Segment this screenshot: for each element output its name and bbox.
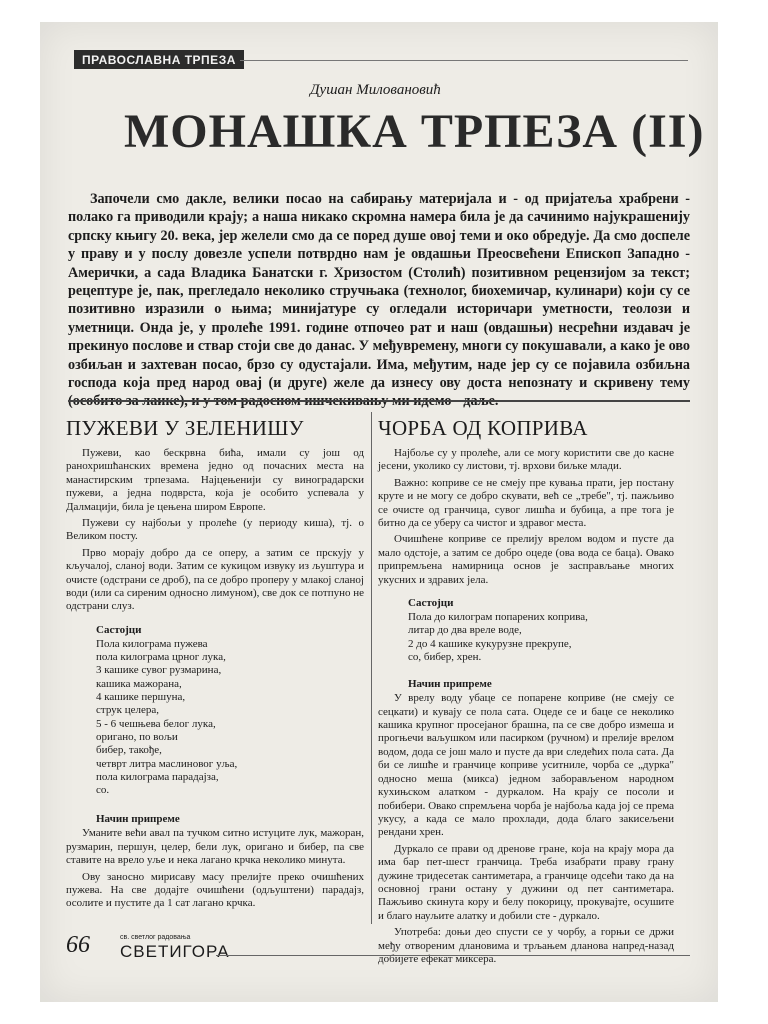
recipe-paragraph: Важно: коприве се не смеју пре кувања прати, јер постану круте и не могу се добро скувати, већ се „требе", тј. пажљиво се очисте од гранчица, сувог лишћа и бубица, а пре тога је битно да се уберу са чистог и здравог места. (378, 476, 674, 530)
recipe-snails (66, 416, 364, 914)
ingredient-item: со, бибер, хрен. (408, 650, 482, 663)
method-paragraph: Ову заносно мирисаву масу прелијте преко очишћених пужева. На све додајте очишћени (одљуштени) парадајз, осолите и пустите да 1 сат лагано крчка. (66, 870, 364, 910)
recipe-nettle-soup (378, 416, 674, 969)
recipe-title: ЧОРБА ОД КОПРИВА (378, 416, 588, 440)
ingredient-item: бибер, такође, (96, 744, 162, 757)
ingredient-item: Пола килограма пужева (96, 637, 208, 650)
method-heading: Начин припреме (408, 678, 492, 691)
article-title: МОНАШКА ТРПЕЗА (II) (124, 105, 705, 158)
ingredients-list (408, 611, 674, 664)
recipe-paragraph: Пужеви су најбољи у пролеће (у периоду киша), тј. о Великом посту. (66, 517, 364, 543)
method-paragraph: Употреба: доњи део спусти се у чорбу, а горњи се држи међу отвореним длановима и трљањем дланова напред-назад добијете ефекат миксера. (378, 926, 674, 965)
recipe-title: ПУЖЕВИ У ЗЕЛЕНИШУ (66, 416, 304, 440)
rubric-divider (240, 60, 688, 61)
method-heading: Начин припреме (96, 813, 180, 826)
column-divider (371, 412, 372, 924)
ingredient-item: 5 - 6 чешњева белог лука, (96, 717, 216, 730)
page-number: 66 (66, 932, 90, 958)
ingredients-list (96, 638, 364, 798)
ingredients-heading: Састојци (408, 597, 454, 610)
recipe-paragraph: Прво морају добро да се оперу, а затим се прскују у кључалој, сланој води. Затим се кукицом извуку из љуштура и очисте (одстрани се дроб), па се добро проперу у млакој сланој води (или са сиреним односно лимуном), све док се потпуно не одстрани слуз. (66, 546, 364, 613)
intro-divider (68, 400, 690, 402)
ingredient-item: пола килограма црног лука, (96, 651, 226, 664)
magazine-name: СВЕТИГОРА (120, 942, 230, 961)
method-paragraph: Дуркало се прави од дреновe гране, која на крају мора да има бар пет-шест гранчица. Треба изабрати праву грану дужине тридесетак сантиметара, а гранчице одсећи тако да на основној грани остану у дужини од пет сантиметара. Пажљиво скинута кору и белу покорицу, прокувајте, осушите и благо науљите алатку и добили сте - дуркало. (378, 842, 674, 922)
method-paragraph: Уманите већи авал па тучком ситно истуците лук, мажоран, рузмарин, першун, целер, бели лук, ориганo и бибер, па све ставите на врело уље и нека лагано крчка неколико минута. (66, 827, 364, 867)
ingredient-item: пола килограма парадајза, (96, 770, 219, 783)
ingredient-item: 3 кашике сувог рузмарина, (96, 664, 222, 677)
magazine-page (40, 22, 718, 1002)
ingredient-item: струк целера, (96, 704, 160, 717)
intro-paragraph: Започели смо дакле, велики посао на сабирању материјала и - од пријатеља храбрени - полако га приводили крају; а наша никако скромна намера била је да сачинимо најукрашенију српску књигу 20. века, јер желели смо да се поред душе овој теми и око обредује. Да смо доспеле у праву и у послу довезле успели потврдно нам је овдашњи Преосвећени Епископ Западно - Амерички, а сада Владика Банатски г. Хризостом (Столић) позитивном рецензијом за текст; рецептуре је, пак, прегледало неколико стручњака (технолог, биохемичар, кулинари) који су се позитивно изразили о њима; минијатуре су огледали историчари уметности, теолози и уметници. Онда је, у пролеће 1991. године отпочео рат и наш (овдашњи) несрећни издавач је прекинуо послове и ствар стоји све до данас. У међувремену, многи су покушавали, а како је ово озбиљан и захтеван посао, брзо су одустајали. Има, међутим, наде јер су се појавила озбиљна господа која пред народ овај (и друге) желе да изнесу ову доста непознату и скривену тему (особито за лаике), и у том радосном ишчекивању ми идемо - даље. (68, 191, 690, 410)
recipe-paragraph: Очишћене коприве се прелију врелом водом и пусте да мало одстоје, а затим се добро оцеде (ова вода се баца). Овако припремљена намирница основ је засправљање многих укусних и здравих јела. (378, 533, 674, 586)
ingredient-item: четврт литра маслиновог уља, (96, 757, 238, 770)
ingredient-item: со. (96, 784, 110, 797)
ingredients-heading: Састојци (96, 623, 142, 636)
ingredient-item: кашика мажорана, (96, 677, 182, 690)
section-rubric: ПРАВОСЛАВНА ТРПЕЗА (74, 50, 244, 69)
ingredient-item: 2 до 4 кашике кукурузне прекрупе, (408, 637, 572, 650)
ingredient-item: 4 кашике першуна, (96, 691, 186, 704)
recipe-paragraph: Пужеви, као бескрвна бића, имали су још од ранохришћанских времена једно од почасних места на манастирским трпезама. Најцењенији су виноградарски пужеви, а једна подврста, која је особито успевала у Далмацији, била је цењена широм Европе. (66, 447, 364, 513)
footer-divider (216, 955, 690, 956)
method-paragraph: У врелу воду убаце се попарене коприве (не смеју се сецкати) и кувају се пола сата. Оцеде се и баце се неколико кашика крупног просејаног брашна, па се све добро измеша и прогњечи ваљушком или пасирком (ручном) и прелије врелом водом, дода се још мало и пусте да ври следећих пола сата. Да би се лишће и гранчице коприве уситниле, чорба се „дурка" односно меша (микса) једном заборављеном народном кухињском алатком - дуркалом. На крају се посоли и побибери. Овако спремљена чорба је најбоља када јој се према укусу, а када се мало прохлади, дода благо закисељени рендани хрен. (378, 692, 674, 839)
ingredient-item: ориганo, по вољи (96, 730, 178, 743)
ingredient-item: литар до два вреле воде, (408, 624, 522, 637)
footer-tagline: св. светлог радовања (120, 934, 191, 941)
recipe-paragraph: Најбоље су у пролеће, али се могу користити све до касне јесени, уколико су листови, тј. врхови биљке млади. (378, 447, 674, 473)
article-author: Душан Миловановић (310, 82, 441, 98)
ingredient-item: Пола до килограм попарених коприва, (408, 611, 588, 624)
